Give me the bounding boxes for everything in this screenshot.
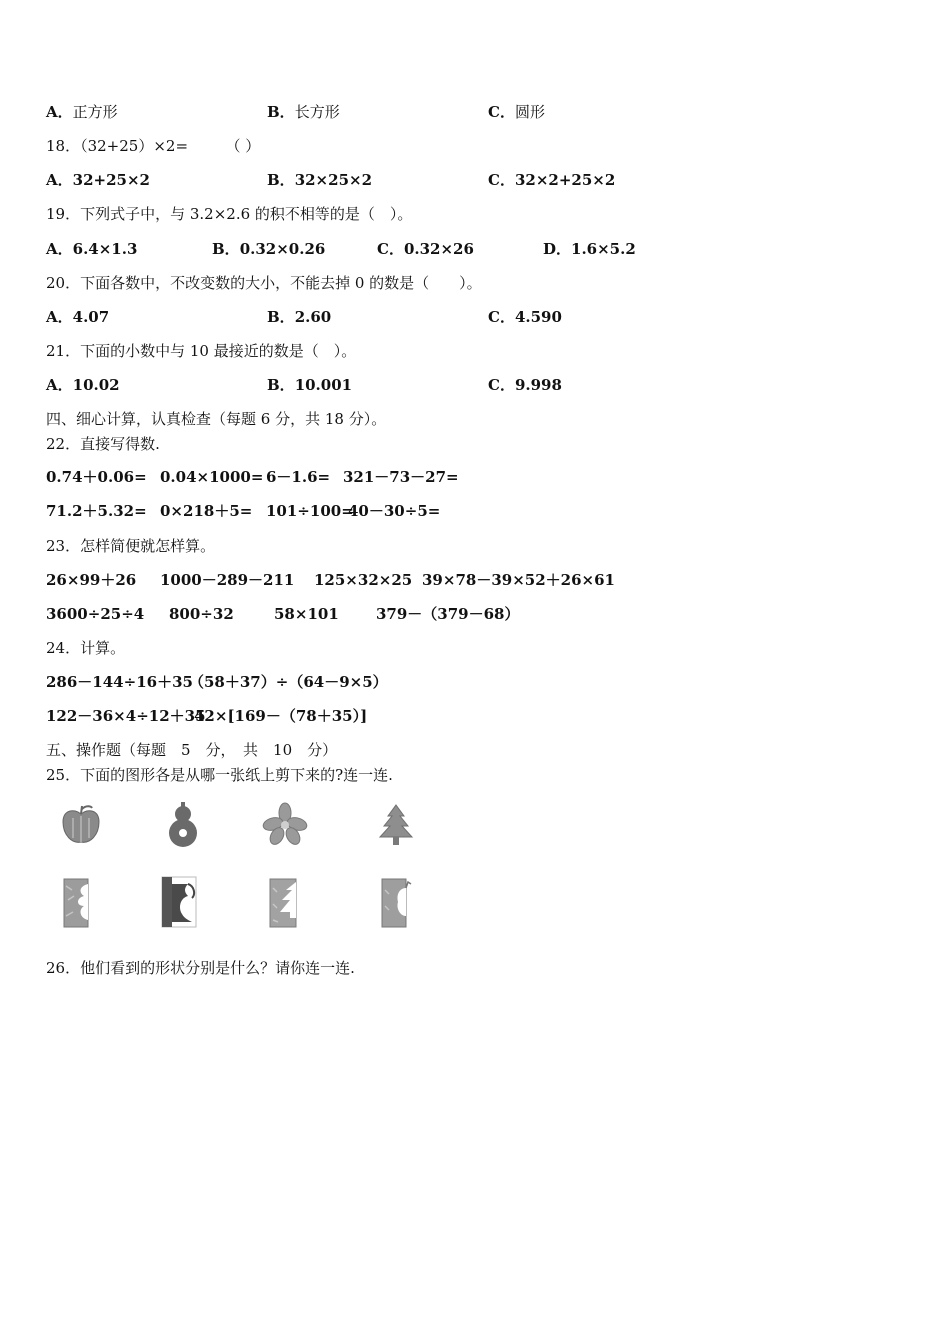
q18-option-a[interactable]: A．32+25×2 (46, 171, 150, 189)
q24-expression: 286－144÷16＋35 (46, 673, 193, 691)
q23-expression: 379－（379－68） (376, 605, 520, 623)
q18-option-b[interactable]: B．32×25×2 (267, 171, 373, 189)
q23-expression: 58×101 (274, 605, 339, 623)
q22-expression: 71.2＋5.32= (46, 502, 147, 520)
apple-shape-icon[interactable] (58, 802, 104, 848)
q17-option-b[interactable]: B．长方形 (267, 103, 340, 121)
q23-expression: 800÷32 (169, 605, 234, 623)
paper-apple-cutout-icon[interactable] (378, 876, 414, 930)
paper-flower-cutout-icon[interactable] (60, 876, 98, 930)
q22-expression: 0.74＋0.06= (46, 468, 147, 486)
q21-stem: 21．下面的小数中与 10 最接近的数是（ ）。 (46, 342, 357, 360)
gourd-shape-icon[interactable] (162, 800, 204, 850)
tree-shape-icon[interactable] (376, 802, 416, 848)
q22-expression: 40－30÷5= (348, 502, 441, 520)
q18-option-c[interactable]: C．32×2+25×2 (488, 171, 616, 189)
q23-expression: 125×32×25 (314, 571, 413, 589)
q18-stem: 18．（32+25）×2= （ ） (46, 137, 261, 155)
q22-expression: 321－73－27= (343, 468, 459, 486)
q20-option-c[interactable]: C．4.590 (488, 308, 562, 326)
q19-stem: 19．下列式子中，与 3.2×2.6 的积不相等的是（ ）。 (46, 205, 413, 223)
q24-expression: 122－36×4÷12＋35 (46, 707, 206, 725)
q23-expression: 26×99＋26 (46, 571, 137, 589)
section-5-title: 五、操作题（每题 5 分， 共 10 分） (46, 741, 338, 759)
q20-stem: 20．下面各数中，不改变数的大小，不能去掉 0 的数是（ ）。 (46, 274, 482, 292)
q21-option-b[interactable]: B．10.001 (267, 376, 353, 394)
q22-expression: 101÷100= (266, 502, 354, 520)
q22-expression: 0×218＋5= (160, 502, 253, 520)
q24-expression: 42×[169－（78＋35）] (194, 707, 368, 725)
flower-shape-icon[interactable] (262, 802, 308, 846)
q20-option-a[interactable]: A．4.07 (46, 308, 110, 326)
q19-option-c[interactable]: C．0.32×26 (377, 240, 474, 258)
paper-tree-cutout-icon[interactable] (266, 876, 304, 930)
q17-option-a[interactable]: A．正方形 (46, 103, 118, 121)
q26-stem: 26．他们看到的形状分别是什么？请你连一连. (46, 959, 355, 977)
paper-gourd-cutout-icon[interactable] (158, 874, 202, 930)
q23-expression: 3600÷25÷4 (46, 605, 145, 623)
q23-stem: 23．怎样简便就怎样算。 (46, 537, 216, 555)
q17-option-c[interactable]: C．圆形 (488, 103, 545, 121)
section-4-title: 四、细心计算，认真检查（每题 6 分，共 18 分）。 (46, 410, 387, 428)
q19-option-d[interactable]: D．1.6×5.2 (543, 240, 636, 258)
q19-option-b[interactable]: B．0.32×0.26 (212, 240, 326, 258)
q21-option-a[interactable]: A．10.02 (46, 376, 120, 394)
q23-expression: 1000－289－211 (160, 571, 295, 589)
q21-option-c[interactable]: C．9.998 (488, 376, 562, 394)
q24-expression: （58＋37）÷（64－9×5） (189, 673, 388, 691)
q25-stem: 25．下面的图形各是从哪一张纸上剪下来的?连一连. (46, 766, 393, 784)
q22-stem: 22．直接写得数. (46, 435, 160, 453)
q24-stem: 24．计算。 (46, 639, 126, 657)
q20-option-b[interactable]: B．2.60 (267, 308, 332, 326)
q23-expression: 39×78－39×52＋26×61 (422, 571, 615, 589)
q22-expression: 0.04×1000= (160, 468, 264, 486)
q19-option-a[interactable]: A．6.4×1.3 (46, 240, 138, 258)
q22-expression: 6－1.6= (266, 468, 331, 486)
